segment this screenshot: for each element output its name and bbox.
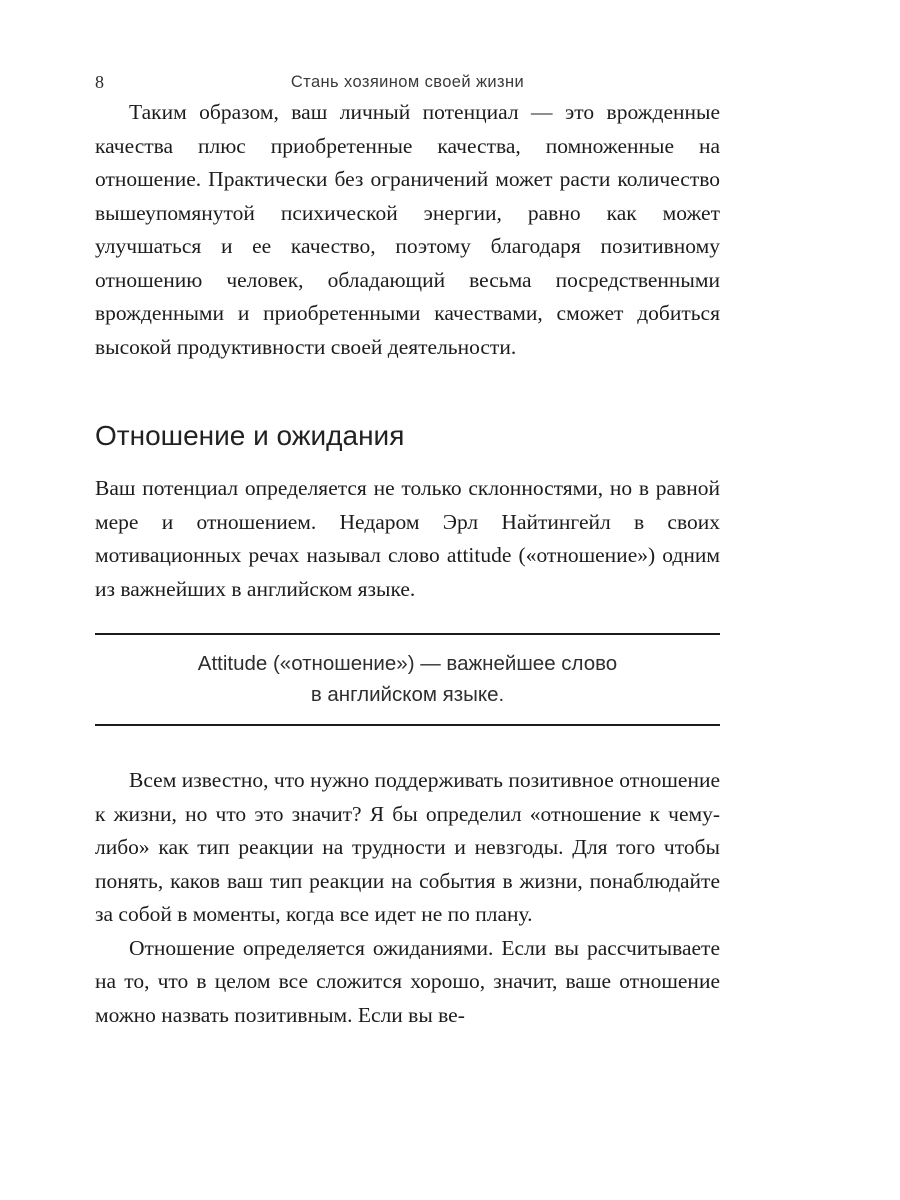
page-header	[95, 72, 720, 96]
pull-quote-line-2: в английском языке.	[310, 683, 505, 706]
paragraph-attitude-intro: Ваш потенциал определяется не только склонностями, но в равной мере и отношением. Недаром Эрл Найтингейл в своих мотивационных речах называл слово attitude («отношение») одним из важнейших в английском языке.	[95, 476, 720, 601]
section-heading: Отношение и ожидания	[95, 420, 405, 451]
paragraph-expectations: Отношение определяется ожиданиями. Если вы рассчитываете на то, что в целом все сложится хорошо, значит, ваше отношение можно назвать позитивным. Если вы ве-	[95, 935, 720, 1027]
text-column	[95, 0, 720, 1032]
paragraph-potential: Таким образом, ваш личный потенциал — это врожденные качества плюс приобретенные качества, помноженные на отношение. Практически без ограничений может расти количество вышеупомянутой психической энергии, равно как может улучшаться и ее качество, поэтому благодаря позитивному отношению человек, обладающий весьма посредственными врожденными и приобретенными качествами, сможет добиться высокой продуктивности своей деятельности.	[95, 100, 720, 359]
pull-quote	[95, 633, 720, 726]
running-title: Стань хозяином своей жизни	[290, 73, 525, 91]
page-number: 8	[95, 72, 104, 92]
pull-quote-line-1: Attitude («отношение») — важнейшее слово	[197, 652, 618, 675]
paragraph-attitude-definition: Всем известно, что нужно поддерживать позитивное отношение к жизни, но что это значит? Я бы определил «отношение к чему-либо» как тип реакции на трудности и невзгоды. Для того чтобы понять, каков ваш тип реакции на события в жизни, понаблюдайте за собой в моменты, когда все идет не по плану.	[95, 768, 720, 926]
